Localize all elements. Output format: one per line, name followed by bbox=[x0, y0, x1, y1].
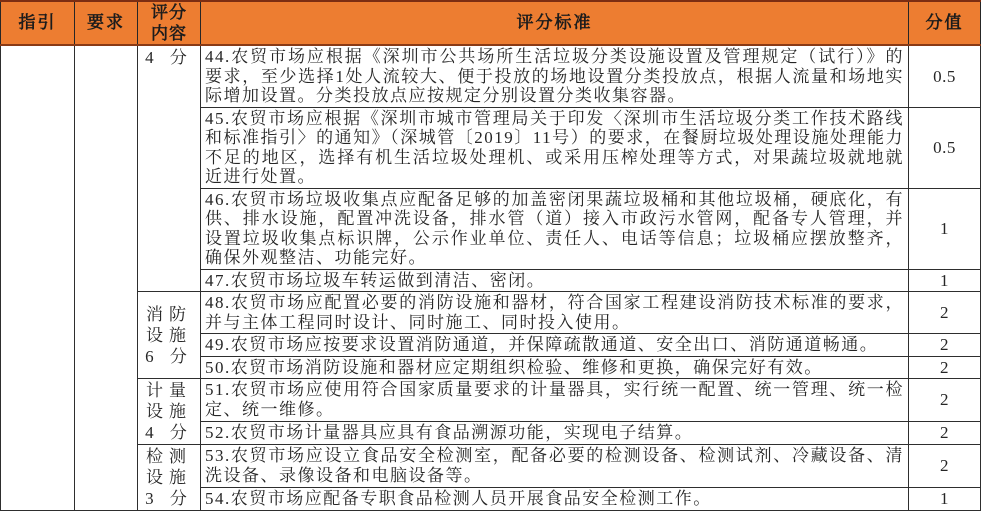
standard-text-46: 46.农贸市场垃圾收集点应配备足够的加盖密闭果蔬垃圾桶和其他垃圾桶，硬底化，有供、排水设施，配置冲洗设备，排水管（道）接入市政污水管网，配备专人管理，并设置垃圾收集点标识牌，公示作业单位、责任人、电话等信息；垃圾桶应摆放整齐，确保外观整洁、功能完好。 bbox=[201, 188, 909, 269]
group-label-line: 消防 bbox=[146, 304, 192, 324]
score-value-48: 2 bbox=[909, 292, 981, 334]
table-row-53 bbox=[1, 445, 981, 488]
standard-text-47: 47.农贸市场垃圾车转运做到清洁、密闭。 bbox=[201, 269, 909, 292]
standard-text-49: 49.农贸市场应按要求设置消防通道，并保障疏散通道、安全出口、消防通道畅通。 bbox=[201, 334, 909, 357]
score-value-54: 1 bbox=[909, 487, 981, 510]
group-cell-fire-facilities bbox=[138, 292, 201, 379]
header-guide: 指引 bbox=[1, 1, 75, 45]
group-cell-measuring-facilities bbox=[138, 379, 201, 445]
standard-text-45: 45.农贸市场应根据《深圳市城市管理局关于印发〈深圳市生活垃圾分类工作技术路线和标准指引〉的通知》（深城管〔2019〕11号）的要求，在餐厨垃圾处理设施处理能力不足的地区，选择有机生活垃圾处理机、或采用压榨处理等方式，对果蔬垃圾就地就近进行处置。 bbox=[201, 107, 909, 188]
score-value-50: 2 bbox=[909, 356, 981, 379]
header-scoring-content bbox=[138, 1, 201, 45]
header-scoring-standard: 评分标准 bbox=[201, 1, 909, 45]
score-value-53: 2 bbox=[909, 445, 981, 488]
header-scoring-content-line1: 评分 bbox=[151, 3, 187, 22]
group-cell-testing-facilities bbox=[138, 445, 201, 511]
group-label-line: 计量 bbox=[146, 381, 192, 400]
table-row-44 bbox=[1, 45, 981, 107]
group-label-line: 设施 bbox=[146, 325, 192, 345]
standard-text-52: 52.农贸市场计量器具应具有食品溯源功能，实现电子结算。 bbox=[201, 421, 909, 444]
score-value-45: 0.5 bbox=[909, 107, 981, 188]
table-row-51 bbox=[1, 379, 981, 422]
score-value-51: 2 bbox=[909, 379, 981, 422]
standard-text-44: 44.农贸市场应根据《深圳市公共场所生活垃圾分类设施设置及管理规定（试行）》的要求，至少选择1处人流较大、便于投放的场地设置分类投放点，根据人流量和场地实际增加设置。分类投放点应按规定分别设置分类收集容器。 bbox=[201, 45, 909, 107]
group-label-line: 3 分 bbox=[145, 489, 193, 508]
group-label-line: 设施 bbox=[146, 402, 192, 421]
standard-text-48: 48.农贸市场应配置必要的消防设施和器材，符合国家工程建设消防技术标准的要求，并与主体工程同时设计、同时施工、同时投入使用。 bbox=[201, 292, 909, 334]
header-requirement: 要求 bbox=[75, 1, 138, 45]
score-value-47: 1 bbox=[909, 269, 981, 292]
standard-text-50: 50.农贸市场消防设施和器材应定期组织检验、维修和更换，确保完好有效。 bbox=[201, 356, 909, 379]
group-label-line: 设施 bbox=[146, 468, 192, 487]
group-label-line: 4 分 bbox=[145, 423, 193, 442]
score-value-46: 1 bbox=[909, 188, 981, 269]
score-value-49: 2 bbox=[909, 334, 981, 357]
header-score-value: 分值 bbox=[909, 1, 981, 45]
group-label-line: 检测 bbox=[146, 447, 192, 466]
standard-text-54: 54.农贸市场应配备专职食品检测人员开展食品安全检测工作。 bbox=[201, 487, 909, 510]
group-label-line: 6 分 bbox=[145, 346, 193, 366]
group-label-line: 4 分 bbox=[145, 48, 193, 67]
requirement-column-cell bbox=[75, 45, 138, 511]
score-value-44: 0.5 bbox=[909, 45, 981, 107]
standard-text-51: 51.农贸市场应使用符合国家质量要求的计量器具，实行统一配置、统一管理、统一检定、统一维修。 bbox=[201, 379, 909, 422]
standard-text-53: 53.农贸市场应设立食品安全检测室，配备必要的检测设备、检测试剂、冷藏设备、清洗设备、录像设备和电脑设备等。 bbox=[201, 445, 909, 488]
header-row bbox=[1, 1, 981, 45]
score-value-52: 2 bbox=[909, 421, 981, 444]
guide-column-cell bbox=[1, 45, 75, 511]
header-scoring-content-line2: 内容 bbox=[151, 24, 187, 43]
group-cell-4-points bbox=[138, 45, 201, 292]
table-row-48 bbox=[1, 292, 981, 334]
